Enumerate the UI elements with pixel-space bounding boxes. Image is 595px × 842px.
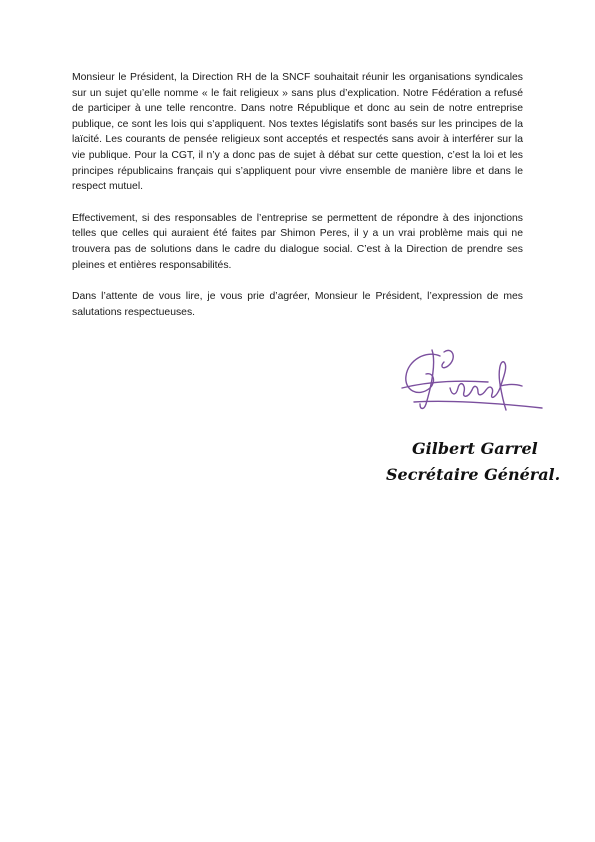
- paragraph-responsibility: Effectivement, si des responsables de l’entreprise se permettent de répondre à des injonctions telles que celles qui auraient été faites par Shimon Peres, il y a un vrai problème mais qui ne trouvera pas de solutions dans le cadre du dialogue social. C’est à la Direction de prendre ses pleines et entières responsabilités.: [72, 212, 523, 271]
- paragraph-intro: Monsieur le Président, la Direction RH de la SNCF souhaitait réunir les organisations syndicales sur un sujet qu’elle nomme « le fait religieux » sans plus d’explication. Notre Fédération a refusé de participer à une telle rencontre. Dans notre République et donc au sein de notre entreprise publique, ce sont les lois qui s’appliquent. Nos textes législatifs sont basés sur les principes de la laïcité. Les courants de pensée religieux sont acceptés et respectés sans avoir à interférer sur la vie publique. Pour la CGT, il n’y a donc pas de sujet à débat sur cette question, c’est la loi et les principes républicains français qui s’appliquent pour vivre ensemble de manière libre et dans le respect mutuel.: [72, 72, 523, 193]
- paragraph-closing: Dans l’attente de vous lire, je vous prie d’agréer, Monsieur le Président, l’expression de mes salutations respectueuses.: [72, 291, 523, 318]
- signatory-name: Gilbert Garrel: [412, 439, 538, 458]
- signatory-title: Secrétaire Général.: [386, 465, 561, 484]
- letter-body: [72, 70, 523, 336]
- signatory-block: [386, 436, 566, 488]
- handwritten-signature: [396, 344, 546, 416]
